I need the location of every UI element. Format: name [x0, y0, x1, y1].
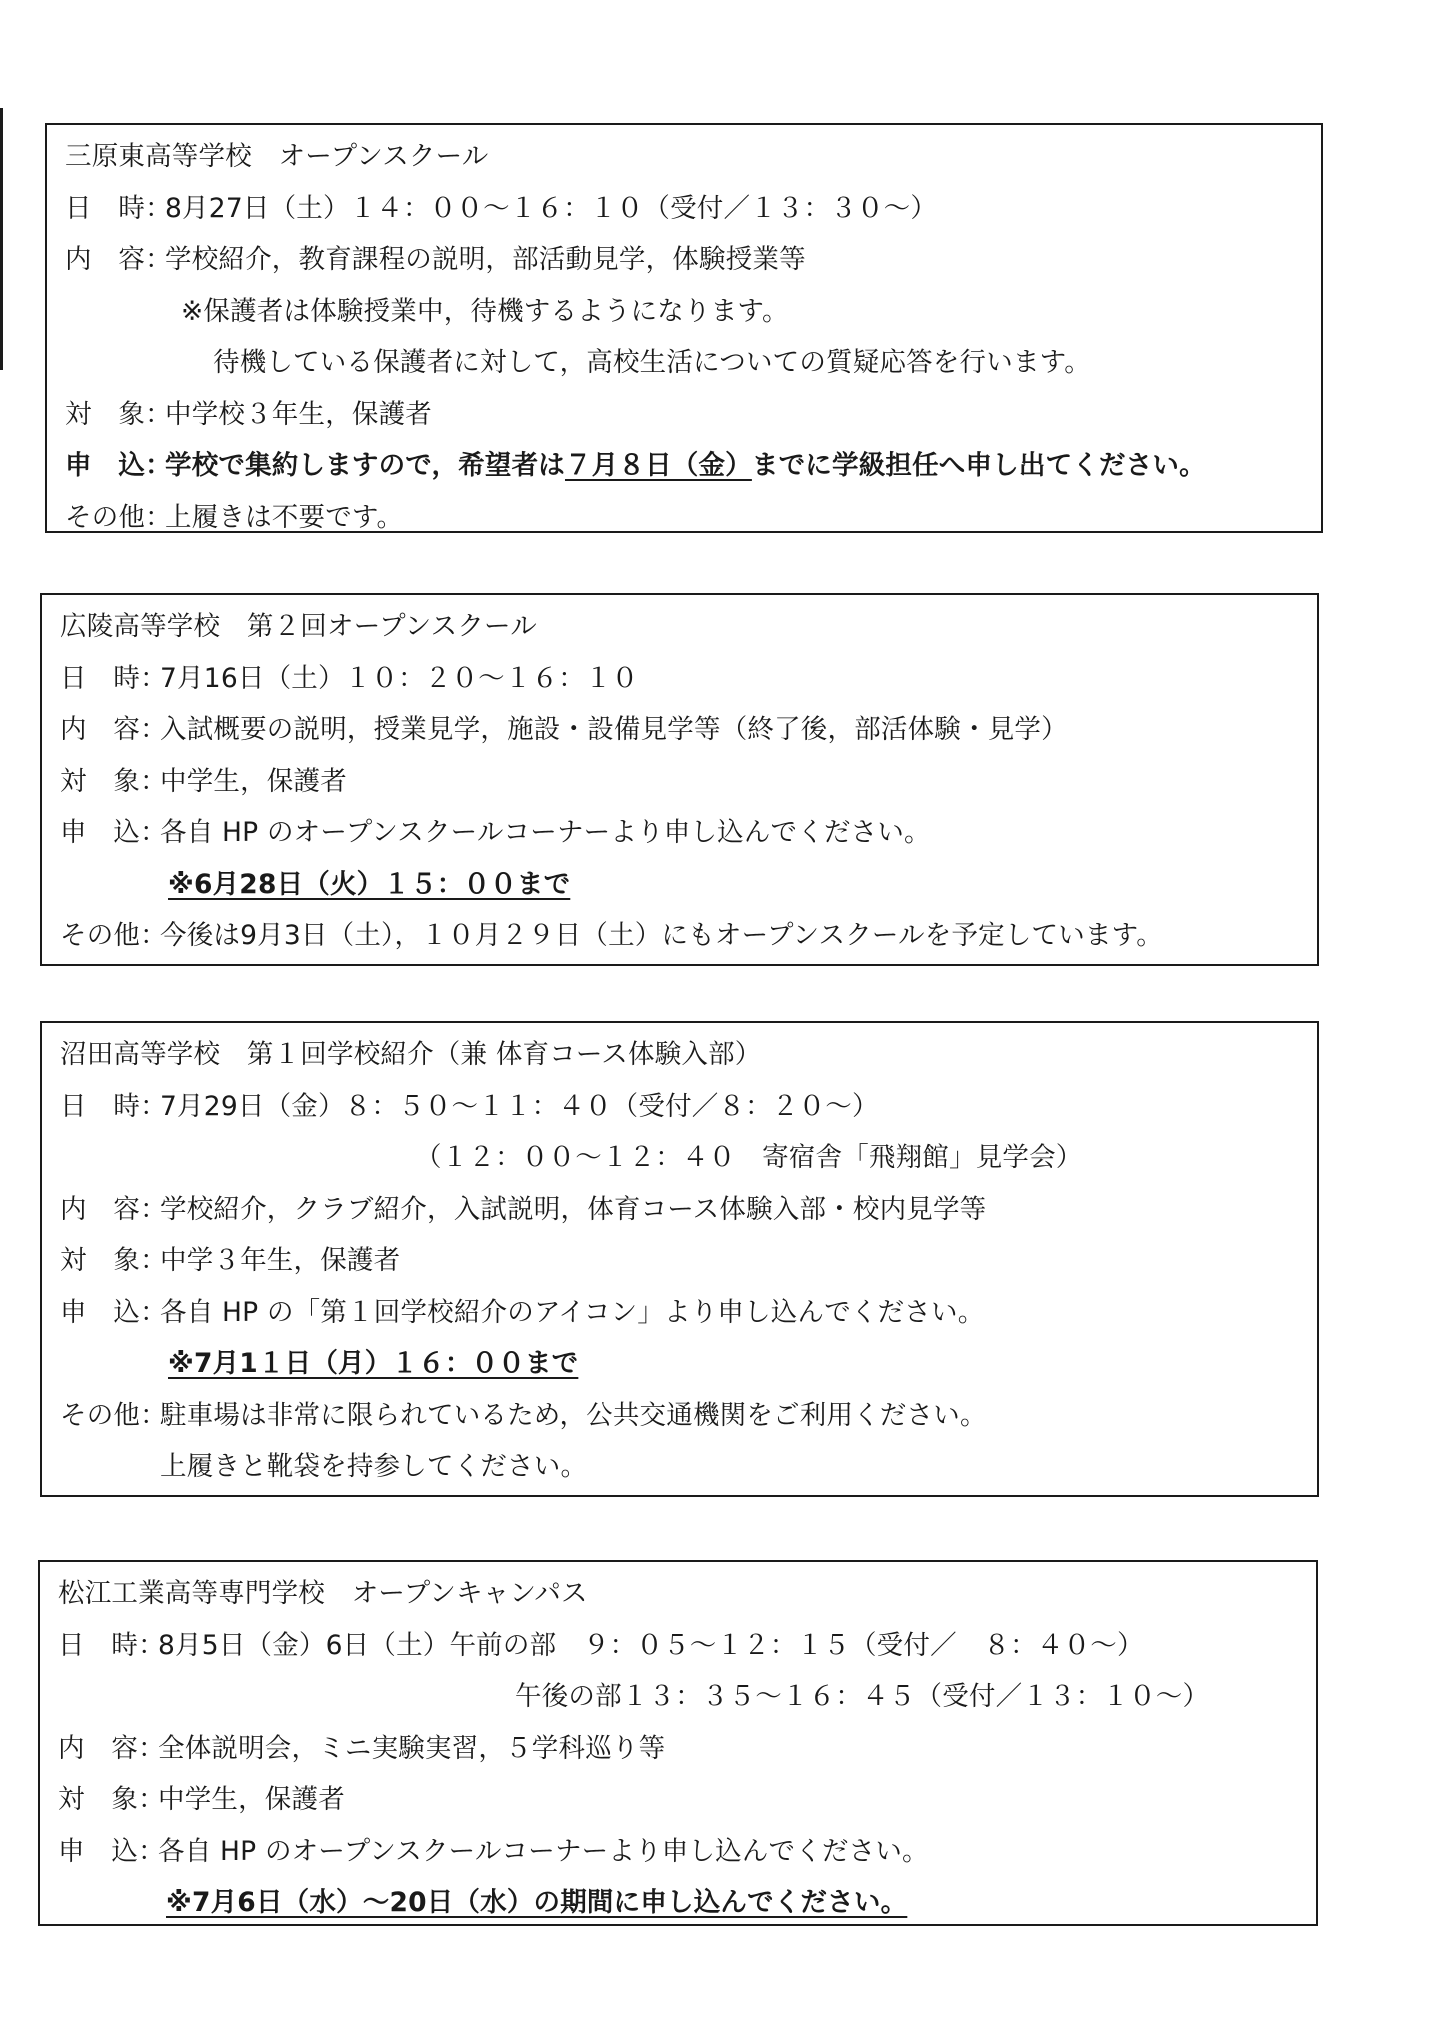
content-label: 内 容：: [60, 714, 167, 745]
target-value: 中学３年生，保護者: [160, 1245, 401, 1276]
content-label: 内 容：: [58, 1732, 165, 1764]
deadline-row: [60, 859, 1317, 911]
date-value: 8月27日（土）１４：００～１６：１０（受付／１３：３０～）: [165, 192, 938, 224]
content-row: [60, 1184, 1317, 1236]
apply-deadline: ７月８日（金）: [564, 450, 752, 481]
target-value: 中学生，保護者: [158, 1784, 345, 1815]
target-row: [58, 1774, 1316, 1826]
apply-row: [65, 440, 1321, 492]
apply-row: [60, 807, 1317, 859]
deadline-text: ※7月1１日（月）１６：００まで: [168, 1348, 579, 1379]
school-title: 松江工業高等専門学校 オープンキャンパス: [58, 1578, 588, 1609]
target-label: 対 象：: [58, 1784, 165, 1815]
other-row: [65, 492, 1321, 544]
date-value: 8月5日（金）6日（土）午前の部 ９：０５～１２：１５（受付／ ８：４０～）: [158, 1629, 1144, 1661]
school-box-mihara-higashi: [45, 123, 1323, 533]
content-row: [65, 234, 1321, 286]
apply-value: 各自 HP のオープンスクールコーナーより申し込んでください。: [160, 817, 931, 848]
target-row: [65, 389, 1321, 441]
apply-value: 各自 HP のオープンスクールコーナーより申し込んでください。: [158, 1835, 929, 1867]
deadline-text: ※6月28日（火）１５：００まで: [168, 868, 571, 900]
apply-row: [60, 1287, 1317, 1339]
other-value: 今後は9月3日（土），１０月２９日（土）にもオープンスクールを予定しています。: [160, 920, 1163, 951]
other-value: 上履きは不要です。: [165, 501, 404, 533]
deadline-row: [60, 1338, 1317, 1390]
date-row: [60, 653, 1317, 705]
other-row: [60, 1390, 1317, 1442]
date-label: 日 時：: [60, 1090, 167, 1122]
other-label: その他：: [60, 1399, 167, 1431]
note-line: 待機している保護者に対して，高校生活についての質疑応答を行います。: [213, 347, 1091, 378]
apply-label: 申 込：: [58, 1835, 165, 1867]
target-value: 中学校３年生，保護者: [165, 398, 432, 430]
other-row: [60, 910, 1317, 962]
apply-label: 申 込：: [60, 817, 167, 848]
target-row: [60, 1235, 1317, 1287]
school-box-koryo: [40, 593, 1319, 966]
school-title: 沼田高等学校 第１回学校紹介（兼 体育コース体験入部）: [60, 1039, 762, 1070]
other-label: その他：: [65, 501, 172, 533]
date-row: [60, 1081, 1317, 1133]
date-label: 日 時：: [65, 192, 172, 224]
apply-row: [58, 1826, 1316, 1878]
apply-text-post: までに学級担任へ申し出てください。: [751, 450, 1206, 481]
target-row: [60, 756, 1317, 808]
apply-label: 申 込：: [65, 450, 172, 481]
school-title: 三原東高等学校 オープンスクール: [65, 141, 489, 172]
school-title: 広陵高等学校 第２回オープンスクール: [60, 611, 537, 642]
target-value: 中学生，保護者: [160, 765, 347, 797]
content-label: 内 容：: [65, 244, 172, 275]
date-row: [58, 1620, 1316, 1672]
content-value: 入試概要の説明，授業見学，施設・設備見学等（終了後，部活体験・見学）: [160, 714, 1068, 745]
margin-rule: [0, 108, 3, 370]
date-label: 日 時：: [60, 662, 167, 694]
date-label: 日 時：: [58, 1629, 165, 1661]
apply-label: 申 込：: [60, 1296, 167, 1328]
deadline-text: ※7月6日（水）～20日（水）の期間に申し込んでください。: [166, 1887, 908, 1918]
other-row-2: 上履きと靴袋を持参してください。: [160, 1451, 588, 1482]
date-row-2: （１２：００～１２：４０ 寄宿舎「飛翔館」見学会）: [415, 1142, 1083, 1173]
target-label: 対 象：: [60, 765, 167, 797]
other-value: 駐車場は非常に限られているため，公共交通機関をご利用ください。: [160, 1399, 987, 1431]
other-label: その他：: [60, 920, 167, 951]
content-row: [58, 1723, 1316, 1775]
target-label: 対 象：: [65, 398, 172, 430]
date-value: 7月29日（金）８：５０～１１：４０（受付／８：２０～）: [160, 1090, 879, 1122]
target-label: 対 象：: [60, 1245, 167, 1276]
apply-value: 各自 HP の「第１回学校紹介のアイコン」より申し込んでください。: [160, 1296, 985, 1328]
apply-text: 学校で集約しますので，希望者は: [165, 450, 565, 481]
content-value: 全体説明会，ミニ実験実習，５学科巡り等: [158, 1732, 666, 1764]
content-row: [60, 704, 1317, 756]
deadline-row: [58, 1877, 1316, 1929]
content-value: 学校紹介，クラブ紹介，入試説明，体育コース体験入部・校内見学等: [160, 1193, 987, 1225]
school-box-matsue-kosen: [38, 1560, 1318, 1926]
note-line: ※保護者は体験授業中，待機するようになります。: [181, 295, 789, 327]
content-label: 内 容：: [60, 1193, 167, 1225]
content-value: 学校紹介，教育課程の説明，部活動見学，体験授業等: [165, 244, 806, 275]
date-value: 7月16日（土）１０：２０～１６：１０: [160, 662, 639, 694]
date-row-2: 午後の部１３：３５～１６：４５（受付／１３：１０～）: [515, 1681, 1210, 1712]
school-box-numata: [40, 1021, 1319, 1497]
date-row: [65, 183, 1321, 235]
